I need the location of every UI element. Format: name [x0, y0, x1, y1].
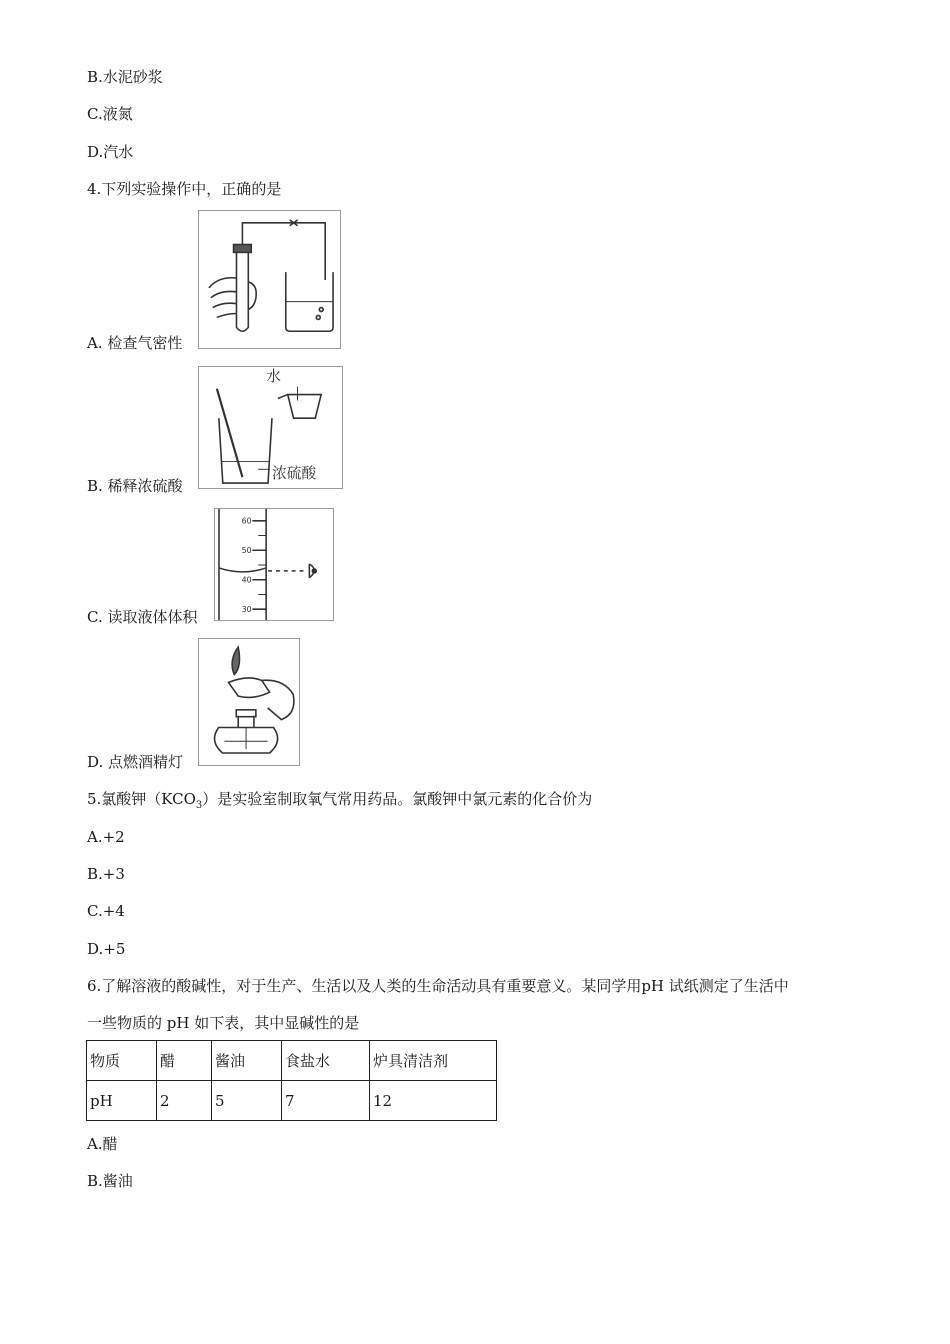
airtightness-check-illustration: [199, 211, 340, 348]
ph-table: [86, 1040, 497, 1121]
table-row: [87, 1041, 497, 1081]
q6-stem-line2: 一些物质的 pH 如下表，其中显碱性的是: [87, 1014, 360, 1032]
table-cell: 物质: [87, 1041, 157, 1081]
q5-option-b: B.+3: [87, 865, 125, 883]
q5-stem: [87, 789, 592, 816]
q4-stem: 4.下列实验操作中，正确的是: [87, 180, 282, 198]
tick-40: 40: [241, 575, 252, 585]
q4-option-a: A. 检查气密性: [87, 334, 183, 352]
volume-reading-figure: [214, 508, 334, 621]
acid-dilution-illustration: [199, 367, 342, 488]
table-cell: 7: [282, 1081, 370, 1121]
sulfuric-acid-label: 浓硫酸: [271, 465, 317, 483]
q4-option-c: C. 读取液体体积: [87, 608, 198, 626]
table-cell: 食盐水: [282, 1041, 370, 1081]
table-cell: 炉具清洁剂: [370, 1041, 497, 1081]
tick-50: 50: [241, 546, 252, 556]
water-label: 水: [266, 367, 281, 385]
q3-option-c: C.液氮: [87, 105, 133, 123]
q5-stem-before: 5.氯酸钾（KCO: [87, 790, 196, 808]
q6-option-a: A.醋: [87, 1135, 118, 1153]
q3-option-d: D.汽水: [87, 143, 134, 161]
tick-30: 30: [241, 605, 252, 615]
graduated-cylinder-illustration: [215, 509, 333, 620]
q6-stem-line1: 6.了解溶液的酸碱性，对于生产、生活以及人类的生命活动具有重要意义。某同学用pH 试纸测定了生活中: [87, 977, 789, 995]
q5-stem-subscript: 3: [195, 800, 203, 811]
table-cell: 酱油: [212, 1041, 282, 1081]
q4-option-b: B. 稀释浓硫酸: [87, 477, 183, 495]
q4-option-d: D. 点燃酒精灯: [87, 753, 184, 771]
q3-option-b: B.水泥砂浆: [87, 68, 163, 86]
tick-60: 60: [241, 516, 252, 526]
table-row: [87, 1081, 497, 1121]
q5-option-d: D.+5: [87, 940, 126, 958]
table-cell: 醋: [157, 1041, 212, 1081]
q5-option-c: C.+4: [87, 902, 125, 920]
table-cell: 2: [157, 1081, 212, 1121]
acid-dilution-figure: [198, 366, 343, 489]
airtightness-check-figure: [198, 210, 341, 349]
table-cell: pH: [87, 1081, 157, 1121]
alcohol-lamp-illustration: [199, 639, 299, 765]
table-cell: 5: [212, 1081, 282, 1121]
q6-option-b: B.酱油: [87, 1172, 133, 1190]
table-cell: 12: [370, 1081, 497, 1121]
q5-stem-after: ）是实验室制取氧气常用药品。氯酸钾中氯元素的化合价为: [202, 790, 593, 808]
q5-option-a: A.+2: [87, 828, 125, 846]
alcohol-lamp-figure: [198, 638, 300, 766]
